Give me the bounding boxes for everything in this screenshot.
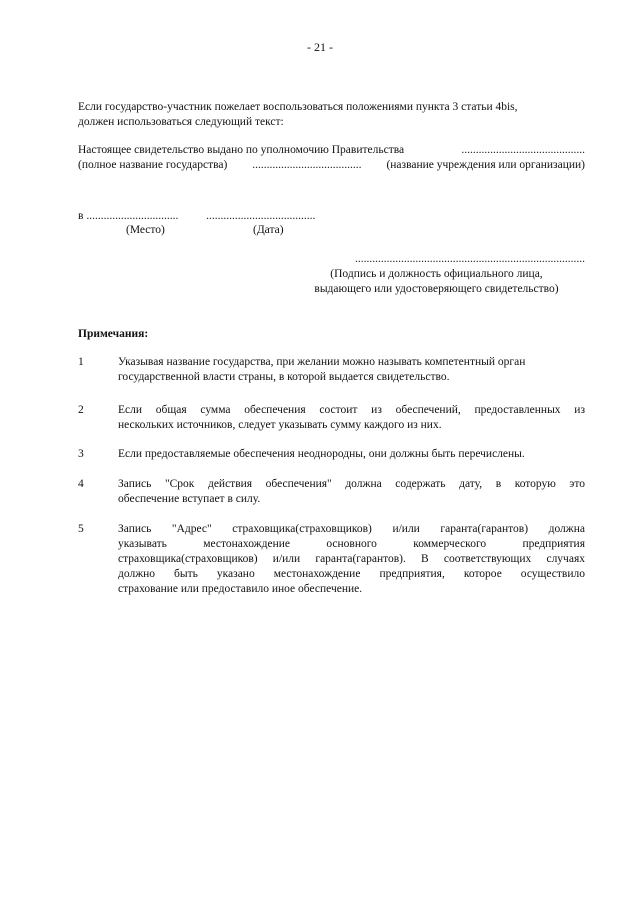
note-line: страхование или предоставило иное обеспечение.: [118, 583, 363, 595]
intro-line: Если государство-участник пожелает воспользоваться положениями пункта 3 статьи 4bis,: [78, 101, 518, 113]
note-number: 5: [78, 523, 84, 535]
date-blank: ......................................: [206, 210, 316, 222]
place-date-block: [78, 209, 378, 245]
state-name-blank: ......................................: [252, 159, 362, 171]
note-number: 1: [78, 356, 84, 368]
place-label: (Место): [126, 224, 165, 236]
note-line: Запись "Адрес" страховщика(страховщиков) и/или гаранта(гарантов) должна: [118, 523, 585, 535]
note-line: указывать местонахождение основного коммерческого предприятия: [118, 538, 585, 550]
note-line: должно быть указано местонахождение предприятия, которое осуществило: [118, 568, 585, 580]
note-number: 4: [78, 478, 84, 490]
note-text: [118, 447, 585, 462]
note-line: нескольких источников, следует указывать сумму каждого из них.: [118, 419, 442, 431]
note-line: обеспечение вступает в силу.: [118, 493, 261, 505]
note-line: Если общая сумма обеспечения состоит из обеспечений, предоставленных из: [118, 404, 585, 416]
signature-blank: ................................................................................: [355, 253, 585, 265]
note-text: [118, 522, 585, 597]
note-line: Если предоставляемые обеспечения неоднородны, они должны быть перечислены.: [118, 448, 525, 460]
note-text: [118, 477, 585, 507]
date-label: (Дата): [253, 224, 284, 236]
certificate-issued-text: Настоящее свидетельство выдано по уполномочию Правительства: [78, 144, 405, 156]
note-line: государственной власти страны, в которой выдается свидетельство.: [118, 371, 450, 383]
note-line: страховщика(страховщиков) и/или гаранта(гарантов). В соответствующих случаях: [118, 553, 585, 565]
signature-label-line: выдающего или удостоверяющего свидетельство): [314, 283, 559, 295]
note-text: [118, 355, 585, 385]
intro-paragraph: [78, 100, 585, 130]
intro-line: должен использоваться следующий текст:: [78, 116, 284, 128]
place-prefix: в: [78, 210, 84, 222]
note-number: 2: [78, 404, 84, 416]
institution-name-label: (название учреждения или организации): [386, 159, 585, 171]
place-blank: ................................: [86, 210, 179, 222]
note-line: Указывая название государства, при желании можно называть компетентный орган: [118, 356, 526, 368]
government-blank: ...........................................: [461, 144, 585, 156]
signature-block: [288, 252, 585, 297]
place-date-blanks: [78, 209, 315, 224]
page-number: - 21 -: [307, 40, 333, 54]
signature-label-line: (Подпись и должность официального лица,: [330, 268, 543, 280]
note-line: Запись "Срок действия обеспечения" должна содержать дату, в которую это: [118, 478, 585, 490]
certificate-line-2: [78, 158, 585, 173]
certificate-line-1: [78, 143, 585, 158]
certificate-text: [78, 143, 585, 173]
state-name-label: (полное название государства): [78, 159, 228, 171]
notes-heading: Примечания:: [78, 328, 149, 340]
note-text: [118, 403, 585, 433]
note-number: 3: [78, 448, 84, 460]
